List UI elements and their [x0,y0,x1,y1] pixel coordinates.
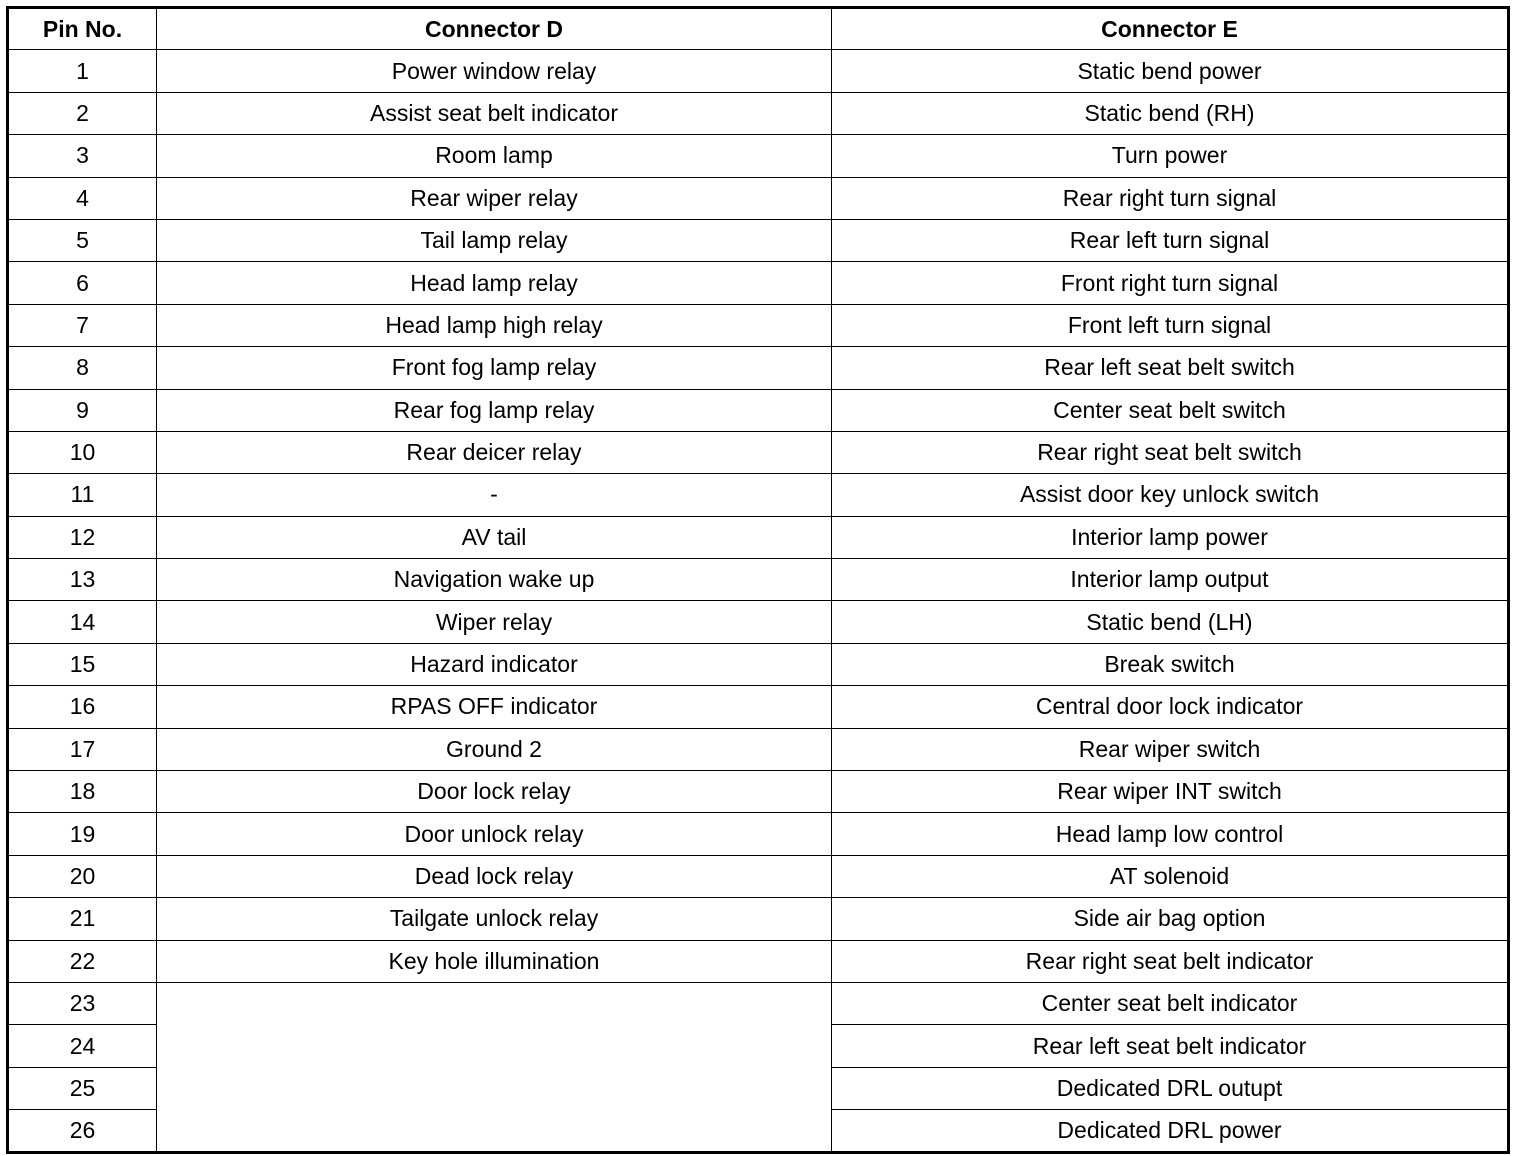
connector-e-cell: Static bend (RH) [832,92,1509,134]
pin-number-cell: 19 [8,813,157,855]
connector-e-cell: Rear left turn signal [832,219,1509,261]
connector-e-cell: Rear left seat belt switch [832,347,1509,389]
pin-number-cell: 10 [8,431,157,473]
connector-pin-table [6,6,1510,1154]
pin-number-cell: 12 [8,516,157,558]
pin-number-cell: 8 [8,347,157,389]
table-row [8,304,1509,346]
table-row [8,262,1509,304]
pin-number-cell: 5 [8,219,157,261]
connector-e-cell: Rear right seat belt switch [832,431,1509,473]
connector-e-cell: Front left turn signal [832,304,1509,346]
table-row [8,177,1509,219]
connector-d-empty-cell [157,982,832,1152]
connector-d-cell: - [157,474,832,516]
table-row [8,219,1509,261]
pin-number-cell: 6 [8,262,157,304]
table-row [8,855,1509,897]
connector-d-cell: Door lock relay [157,771,832,813]
pin-number-cell: 18 [8,771,157,813]
table-row [8,728,1509,770]
connector-d-cell: Door unlock relay [157,813,832,855]
connector-d-cell: Rear fog lamp relay [157,389,832,431]
table-row [8,686,1509,728]
table-row [8,135,1509,177]
connector-d-cell: Room lamp [157,135,832,177]
connector-e-cell: Break switch [832,643,1509,685]
connector-e-cell: Dedicated DRL outupt [832,1067,1509,1109]
connector-d-cell: Head lamp relay [157,262,832,304]
connector-d-cell: Hazard indicator [157,643,832,685]
pin-number-cell: 23 [8,982,157,1024]
connector-d-cell: Tailgate unlock relay [157,898,832,940]
pin-number-cell: 7 [8,304,157,346]
connector-d-cell: Assist seat belt indicator [157,92,832,134]
pin-number-cell: 20 [8,855,157,897]
connector-e-cell: Head lamp low control [832,813,1509,855]
pin-number-cell: 13 [8,559,157,601]
header-pin-no: Pin No. [8,8,157,50]
connector-d-cell: Front fog lamp relay [157,347,832,389]
connector-d-cell: RPAS OFF indicator [157,686,832,728]
table-row [8,771,1509,813]
table-row [8,813,1509,855]
table-row [8,516,1509,558]
connector-e-cell: Rear left seat belt indicator [832,1025,1509,1067]
connector-e-cell: Interior lamp output [832,559,1509,601]
connector-e-cell: Center seat belt indicator [832,982,1509,1024]
pin-number-cell: 16 [8,686,157,728]
table-row [8,92,1509,134]
connector-e-cell: Rear right seat belt indicator [832,940,1509,982]
connector-e-cell: Center seat belt switch [832,389,1509,431]
connector-e-cell: Rear wiper switch [832,728,1509,770]
header-connector-e: Connector E [832,8,1509,50]
connector-d-cell: Power window relay [157,50,832,92]
connector-e-cell: Dedicated DRL power [832,1110,1509,1152]
connector-d-cell: AV tail [157,516,832,558]
connector-d-cell: Wiper relay [157,601,832,643]
table-row [8,431,1509,473]
table-row [8,982,1509,1024]
pin-number-cell: 11 [8,474,157,516]
connector-e-cell: Static bend (LH) [832,601,1509,643]
pin-number-cell: 1 [8,50,157,92]
pin-number-cell: 4 [8,177,157,219]
connector-d-cell: Rear deicer relay [157,431,832,473]
pin-number-cell: 15 [8,643,157,685]
header-connector-d: Connector D [157,8,832,50]
connector-e-cell: Rear wiper INT switch [832,771,1509,813]
table-row [8,50,1509,92]
table-row [8,601,1509,643]
pin-number-cell: 3 [8,135,157,177]
pin-number-cell: 17 [8,728,157,770]
table-row [8,474,1509,516]
table-row [8,643,1509,685]
connector-e-cell: Assist door key unlock switch [832,474,1509,516]
table-row [8,940,1509,982]
connector-e-cell: Turn power [832,135,1509,177]
pin-number-cell: 2 [8,92,157,134]
connector-d-cell: Navigation wake up [157,559,832,601]
pin-number-cell: 26 [8,1110,157,1152]
table-row [8,559,1509,601]
connector-d-cell: Rear wiper relay [157,177,832,219]
pin-number-cell: 21 [8,898,157,940]
connector-e-cell: Side air bag option [832,898,1509,940]
table-row [8,347,1509,389]
connector-e-cell: AT solenoid [832,855,1509,897]
pin-number-cell: 9 [8,389,157,431]
table-row [8,898,1509,940]
connector-d-cell: Head lamp high relay [157,304,832,346]
connector-d-cell: Ground 2 [157,728,832,770]
pin-rows [8,50,1509,1152]
table-row [8,389,1509,431]
header-row [8,8,1509,50]
connector-d-cell: Dead lock relay [157,855,832,897]
connector-d-cell: Tail lamp relay [157,219,832,261]
connector-e-cell: Static bend power [832,50,1509,92]
connector-e-cell: Central door lock indicator [832,686,1509,728]
connector-e-cell: Interior lamp power [832,516,1509,558]
connector-e-cell: Front right turn signal [832,262,1509,304]
pin-number-cell: 14 [8,601,157,643]
pin-number-cell: 25 [8,1067,157,1109]
pin-number-cell: 22 [8,940,157,982]
connector-e-cell: Rear right turn signal [832,177,1509,219]
connector-d-cell: Key hole illumination [157,940,832,982]
pin-number-cell: 24 [8,1025,157,1067]
